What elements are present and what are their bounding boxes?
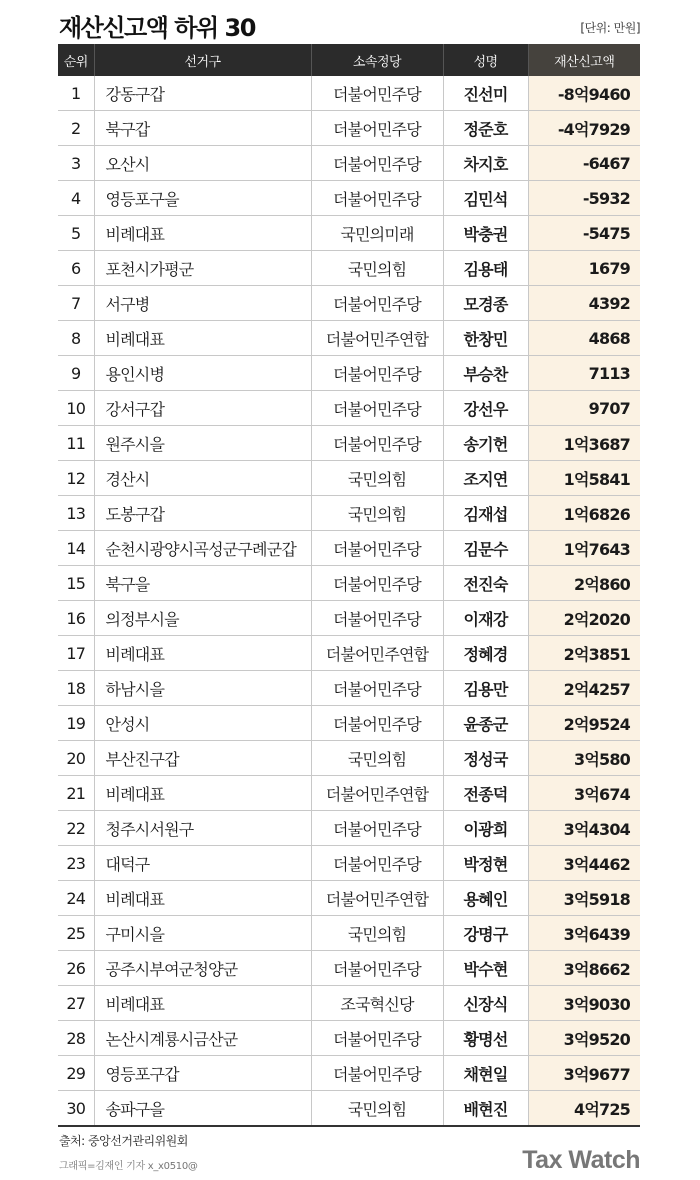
cell-party: 더불어민주연합 xyxy=(311,321,443,356)
cell-name: 윤종군 xyxy=(443,706,528,741)
table-row xyxy=(58,916,640,951)
cell-amount: 1679 xyxy=(528,251,640,286)
cell-amount: 3억6439 xyxy=(528,916,640,951)
cell-rank: 8 xyxy=(58,321,94,356)
cell-party: 더불어민주연합 xyxy=(311,776,443,811)
cell-name: 모경종 xyxy=(443,286,528,321)
table-body xyxy=(58,76,640,1126)
cell-amount: 3억8662 xyxy=(528,951,640,986)
table-row xyxy=(58,181,640,216)
cell-party: 더불어민주당 xyxy=(311,601,443,636)
cell-rank: 2 xyxy=(58,111,94,146)
table-row xyxy=(58,461,640,496)
table-row xyxy=(58,741,640,776)
cell-amount: 4억725 xyxy=(528,1091,640,1126)
cell-rank: 13 xyxy=(58,496,94,531)
cell-rank: 21 xyxy=(58,776,94,811)
cell-name: 조지연 xyxy=(443,461,528,496)
cell-rank: 16 xyxy=(58,601,94,636)
cell-rank: 30 xyxy=(58,1091,94,1126)
header-rank: 순위 xyxy=(58,44,94,76)
cell-amount: 1억5841 xyxy=(528,461,640,496)
cell-district: 구미시을 xyxy=(94,916,311,951)
cell-party: 국민의힘 xyxy=(311,1091,443,1126)
cell-amount: -6467 xyxy=(528,146,640,181)
table-row xyxy=(58,426,640,461)
cell-rank: 22 xyxy=(58,811,94,846)
cell-district: 서구병 xyxy=(94,286,311,321)
cell-district: 원주시을 xyxy=(94,426,311,461)
cell-party: 더불어민주당 xyxy=(311,356,443,391)
cell-rank: 14 xyxy=(58,531,94,566)
cell-name: 차지호 xyxy=(443,146,528,181)
cell-party: 조국혁신당 xyxy=(311,986,443,1021)
cell-district: 영등포구갑 xyxy=(94,1056,311,1091)
page-title: 재산신고액 하위 30 xyxy=(59,14,255,42)
cell-district: 부산진구갑 xyxy=(94,741,311,776)
table-row xyxy=(58,706,640,741)
cell-district: 비례대표 xyxy=(94,881,311,916)
cell-amount: 9707 xyxy=(528,391,640,426)
cell-rank: 29 xyxy=(58,1056,94,1091)
table-header-row xyxy=(58,44,640,76)
cell-rank: 11 xyxy=(58,426,94,461)
table-row xyxy=(58,636,640,671)
cell-rank: 12 xyxy=(58,461,94,496)
cell-amount: -5932 xyxy=(528,181,640,216)
unit-label: [단위: 만원] xyxy=(580,21,640,35)
cell-party: 더불어민주당 xyxy=(311,1056,443,1091)
cell-amount: 1억3687 xyxy=(528,426,640,461)
cell-party: 더불어민주당 xyxy=(311,426,443,461)
cell-district: 청주시서원구 xyxy=(94,811,311,846)
cell-name: 김재섭 xyxy=(443,496,528,531)
cell-party: 더불어민주연합 xyxy=(311,636,443,671)
cell-district: 포천시가평군 xyxy=(94,251,311,286)
cell-party: 더불어민주당 xyxy=(311,111,443,146)
cell-rank: 4 xyxy=(58,181,94,216)
table-row xyxy=(58,111,640,146)
cell-party: 더불어민주당 xyxy=(311,706,443,741)
table-row xyxy=(58,286,640,321)
cell-rank: 28 xyxy=(58,1021,94,1056)
cell-amount: 2억860 xyxy=(528,566,640,601)
table-row xyxy=(58,391,640,426)
cell-name: 진선미 xyxy=(443,76,528,111)
cell-rank: 10 xyxy=(58,391,94,426)
header-amount: 재산신고액 xyxy=(528,44,640,76)
header-name: 성명 xyxy=(443,44,528,76)
header-district: 선거구 xyxy=(94,44,311,76)
cell-name: 배현진 xyxy=(443,1091,528,1126)
cell-district: 의정부시을 xyxy=(94,601,311,636)
table-row xyxy=(58,1021,640,1056)
cell-party: 더불어민주당 xyxy=(311,1021,443,1056)
cell-rank: 26 xyxy=(58,951,94,986)
cell-party: 더불어민주당 xyxy=(311,846,443,881)
cell-rank: 6 xyxy=(58,251,94,286)
cell-party: 더불어민주당 xyxy=(311,146,443,181)
cell-name: 전종덕 xyxy=(443,776,528,811)
cell-rank: 24 xyxy=(58,881,94,916)
cell-rank: 3 xyxy=(58,146,94,181)
cell-district: 도봉구갑 xyxy=(94,496,311,531)
cell-party: 국민의힘 xyxy=(311,741,443,776)
table-row xyxy=(58,881,640,916)
cell-rank: 25 xyxy=(58,916,94,951)
cell-party: 더불어민주당 xyxy=(311,181,443,216)
table-row xyxy=(58,356,640,391)
cell-district: 강동구갑 xyxy=(94,76,311,111)
cell-district: 경산시 xyxy=(94,461,311,496)
cell-amount: 2억9524 xyxy=(528,706,640,741)
cell-name: 강명구 xyxy=(443,916,528,951)
table-row xyxy=(58,146,640,181)
cell-district: 공주시부여군청양군 xyxy=(94,951,311,986)
cell-amount: 2억4257 xyxy=(528,671,640,706)
cell-amount: 3억674 xyxy=(528,776,640,811)
cell-amount: -5475 xyxy=(528,216,640,251)
cell-amount: 2억2020 xyxy=(528,601,640,636)
cell-district: 용인시병 xyxy=(94,356,311,391)
table-row xyxy=(58,321,640,356)
table-row xyxy=(58,811,640,846)
cell-district: 북구을 xyxy=(94,566,311,601)
cell-amount: 7113 xyxy=(528,356,640,391)
cell-rank: 9 xyxy=(58,356,94,391)
cell-district: 순천시광양시곡성군구례군갑 xyxy=(94,531,311,566)
cell-name: 용혜인 xyxy=(443,881,528,916)
cell-amount: 1억7643 xyxy=(528,531,640,566)
cell-name: 박수현 xyxy=(443,951,528,986)
cell-district: 오산시 xyxy=(94,146,311,181)
cell-district: 비례대표 xyxy=(94,986,311,1021)
cell-amount: -4억7929 xyxy=(528,111,640,146)
table-row xyxy=(58,986,640,1021)
bottom-divider xyxy=(58,1125,640,1127)
cell-name: 이재강 xyxy=(443,601,528,636)
cell-name: 한창민 xyxy=(443,321,528,356)
table-row xyxy=(58,601,640,636)
cell-rank: 17 xyxy=(58,636,94,671)
table-row xyxy=(58,566,640,601)
cell-name: 정성국 xyxy=(443,741,528,776)
cell-amount: 4392 xyxy=(528,286,640,321)
table-row xyxy=(58,531,640,566)
cell-rank: 27 xyxy=(58,986,94,1021)
cell-amount: 3억4462 xyxy=(528,846,640,881)
table-row xyxy=(58,846,640,881)
cell-district: 하남시을 xyxy=(94,671,311,706)
cell-name: 전진숙 xyxy=(443,566,528,601)
cell-rank: 18 xyxy=(58,671,94,706)
table-row xyxy=(58,1091,640,1126)
cell-amount: 3억4304 xyxy=(528,811,640,846)
cell-name: 정준호 xyxy=(443,111,528,146)
cell-district: 대덕구 xyxy=(94,846,311,881)
cell-name: 김용만 xyxy=(443,671,528,706)
cell-name: 부승찬 xyxy=(443,356,528,391)
cell-party: 국민의힘 xyxy=(311,251,443,286)
cell-party: 국민의힘 xyxy=(311,496,443,531)
cell-rank: 5 xyxy=(58,216,94,251)
taxwatch-logo: Tax Watch xyxy=(522,1146,640,1174)
cell-district: 영등포구을 xyxy=(94,181,311,216)
asset-table xyxy=(58,44,640,1126)
table-row xyxy=(58,671,640,706)
cell-district: 논산시계룡시금산군 xyxy=(94,1021,311,1056)
cell-name: 이광희 xyxy=(443,811,528,846)
cell-amount: 3억9677 xyxy=(528,1056,640,1091)
table-row xyxy=(58,1056,640,1091)
cell-party: 더불어민주당 xyxy=(311,286,443,321)
cell-party: 더불어민주당 xyxy=(311,531,443,566)
cell-name: 박충권 xyxy=(443,216,528,251)
cell-name: 신장식 xyxy=(443,986,528,1021)
cell-amount: 4868 xyxy=(528,321,640,356)
cell-amount: -8억9460 xyxy=(528,76,640,111)
cell-district: 비례대표 xyxy=(94,776,311,811)
cell-name: 정혜경 xyxy=(443,636,528,671)
cell-amount: 3억580 xyxy=(528,741,640,776)
cell-party: 더불어민주당 xyxy=(311,951,443,986)
cell-amount: 1억6826 xyxy=(528,496,640,531)
table-row xyxy=(58,216,640,251)
cell-amount: 3억5918 xyxy=(528,881,640,916)
cell-district: 비례대표 xyxy=(94,321,311,356)
header-party: 소속정당 xyxy=(311,44,443,76)
cell-rank: 7 xyxy=(58,286,94,321)
cell-party: 더불어민주당 xyxy=(311,76,443,111)
cell-party: 국민의미래 xyxy=(311,216,443,251)
cell-rank: 20 xyxy=(58,741,94,776)
cell-party: 더불어민주당 xyxy=(311,811,443,846)
cell-party: 더불어민주당 xyxy=(311,391,443,426)
cell-name: 송기헌 xyxy=(443,426,528,461)
cell-amount: 2억3851 xyxy=(528,636,640,671)
cell-party: 더불어민주당 xyxy=(311,566,443,601)
cell-district: 북구갑 xyxy=(94,111,311,146)
cell-district: 강서구갑 xyxy=(94,391,311,426)
cell-district: 비례대표 xyxy=(94,636,311,671)
table-row xyxy=(58,251,640,286)
cell-party: 국민의힘 xyxy=(311,916,443,951)
cell-district: 안성시 xyxy=(94,706,311,741)
cell-name: 채현일 xyxy=(443,1056,528,1091)
cell-amount: 3억9520 xyxy=(528,1021,640,1056)
cell-name: 박정현 xyxy=(443,846,528,881)
cell-rank: 15 xyxy=(58,566,94,601)
cell-rank: 19 xyxy=(58,706,94,741)
cell-rank: 1 xyxy=(58,76,94,111)
table-row xyxy=(58,951,640,986)
cell-name: 김민석 xyxy=(443,181,528,216)
cell-name: 김문수 xyxy=(443,531,528,566)
cell-rank: 23 xyxy=(58,846,94,881)
table-row xyxy=(58,776,640,811)
cell-name: 김용태 xyxy=(443,251,528,286)
table-row xyxy=(58,496,640,531)
source-note: 출처: 중앙선거관리위원회 xyxy=(59,1134,188,1148)
cell-party: 더불어민주연합 xyxy=(311,881,443,916)
cell-party: 국민의힘 xyxy=(311,461,443,496)
table-row xyxy=(58,76,640,111)
cell-district: 비례대표 xyxy=(94,216,311,251)
cell-amount: 3억9030 xyxy=(528,986,640,1021)
cell-party: 더불어민주당 xyxy=(311,671,443,706)
cell-district: 송파구을 xyxy=(94,1091,311,1126)
graphic-credit: 그래픽=김재인 기자 x_x0510@ xyxy=(59,1161,198,1172)
cell-name: 황명선 xyxy=(443,1021,528,1056)
cell-name: 강선우 xyxy=(443,391,528,426)
